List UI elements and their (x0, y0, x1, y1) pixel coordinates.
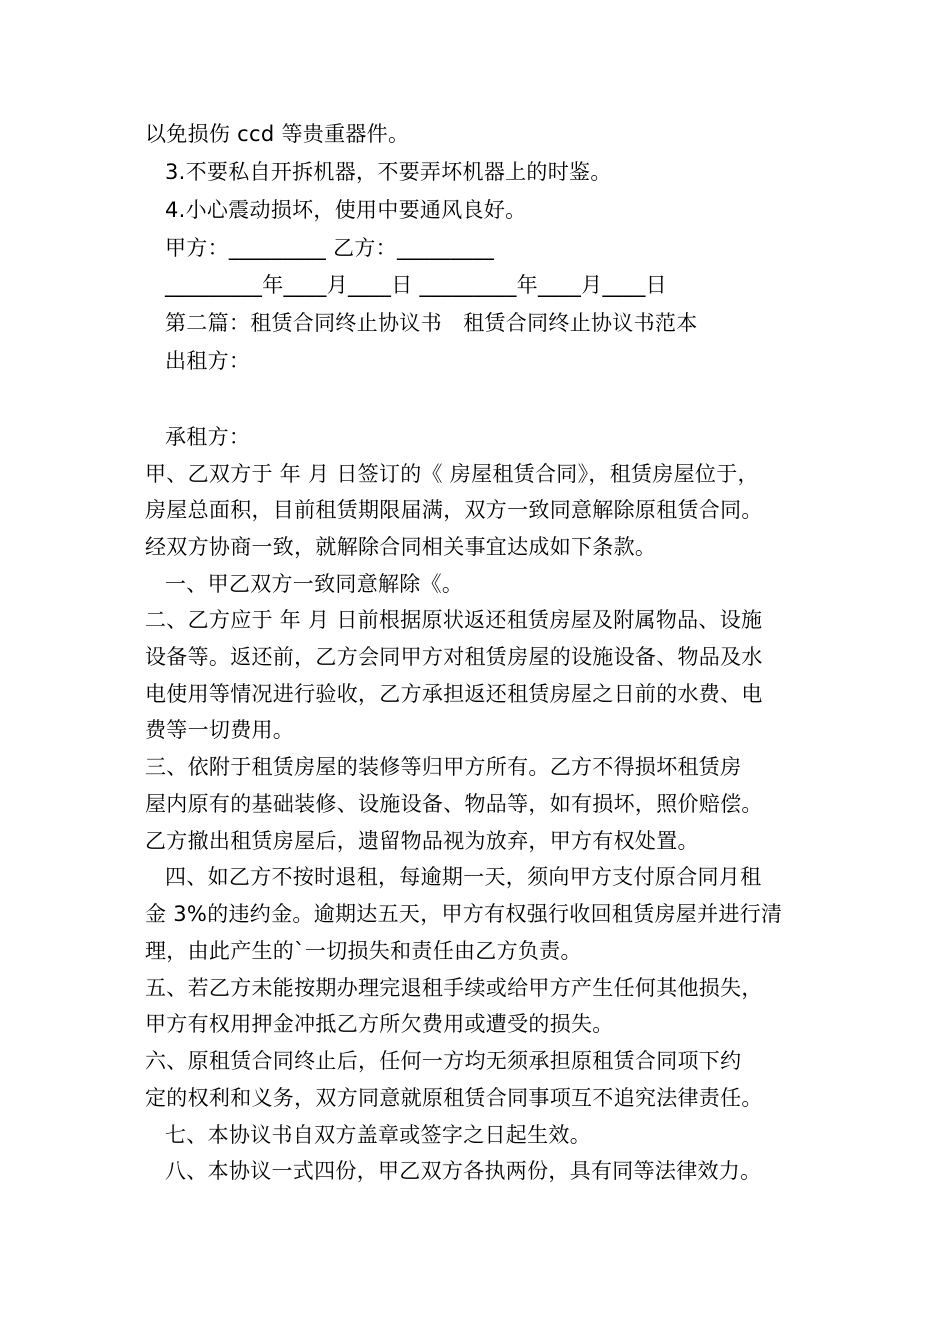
clause-1: 一、甲乙双方一致同意解除《。 (165, 572, 464, 596)
date-line: _________年____月____日 _________年____月____日 (165, 273, 667, 297)
text-line: 经双方协商一致，就解除合同相关事宜达成如下条款。 (145, 535, 657, 559)
text-line: 乙方撤出租赁房屋后，遗留物品视为放弃，甲方有权处置。 (145, 829, 699, 853)
text-line: 设备等。返还前，乙方会同甲方对租赁房屋的设施设备、物品及水 (145, 645, 763, 669)
clause-6: 六、原租赁合同终止后，任何一方均无须承担原租赁合同项下约 (145, 1049, 742, 1073)
clause-8: 八、本协议一式四份，甲乙双方各执两份，具有同等法律效力。 (165, 1159, 762, 1183)
text-line: 理，由此产生的`一切损失和责任由乙方负责。 (145, 939, 582, 963)
text-line: 以免损伤 ccd 等贵重器件。 (145, 122, 410, 146)
clause-2: 二、乙方应于 年 月 日前根据原状返还租赁房屋及附属物品、设施 (145, 608, 763, 632)
clause-4: 四、如乙方不按时退租，每逾期一天，须向甲方支付原合同月租 (165, 865, 762, 889)
text-line: 电使用等情况进行验收，乙方承担返还租赁房屋之日前的水费、电 (145, 682, 763, 706)
text-line: 房屋总面积，目前租赁期限届满，双方一致同意解除原租赁合同。 (145, 498, 763, 522)
clause-3: 三、依附于租赁房屋的装修等归甲方所有。乙方不得损坏租赁房 (145, 755, 742, 779)
text-line: 3.不要私自开拆机器，不要弄坏机器上的时鉴。 (165, 160, 612, 184)
clause-5: 五、若乙方未能按期办理完退租手续或给甲方产生任何其他损失， (145, 976, 763, 1000)
lessor-label: 出租方： (165, 349, 251, 373)
section-title: 第二篇：租赁合同终止协议书 租赁合同终止协议书范本 (165, 311, 698, 335)
text-line: 甲、乙双方于 年 月 日签订的《 房屋租赁合同》，租赁房屋位于， (145, 462, 759, 486)
text-line: 屋内原有的基础装修、设施设备、物品等，如有损坏，照价赔偿。 (145, 792, 763, 816)
text-line: 甲方有权用押金冲抵乙方所欠费用或遭受的损失。 (145, 1012, 614, 1036)
clause-7: 七、本协议书自双方盖章或签字之日起生效。 (165, 1123, 591, 1147)
text-line: 4.小心震动损坏，使用中要通风良好。 (165, 198, 527, 222)
text-line: 费等一切费用。 (145, 718, 295, 742)
text-line: 定的权利和义务，双方同意就原租赁合同事项互不追究法律责任。 (145, 1086, 763, 1110)
lessee-label: 承租方： (165, 425, 251, 449)
signature-line: 甲方：_________ 乙方：_________ (165, 236, 495, 260)
text-line: 金 3%的违约金。逾期达五天，甲方有权强行收回租赁房屋并进行清 (145, 902, 783, 926)
